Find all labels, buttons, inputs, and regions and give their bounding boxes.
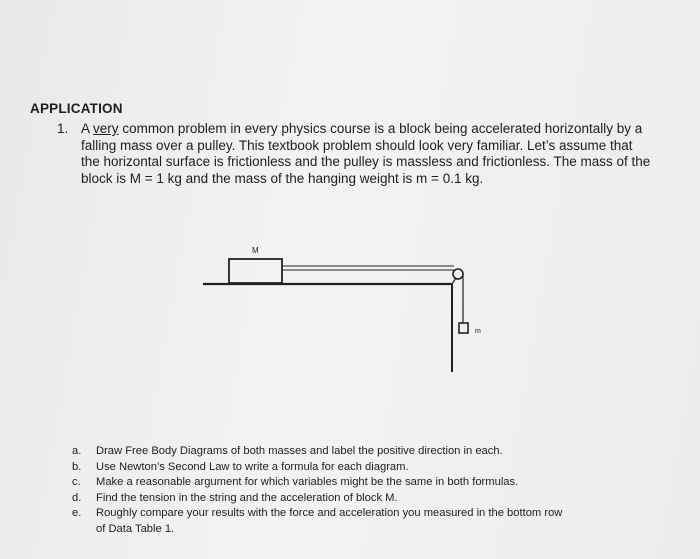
subquestion-letter: a. xyxy=(72,445,82,457)
pulley-wheel xyxy=(453,269,463,279)
subquestion-continuation: of Data Table 1. xyxy=(96,522,175,535)
subquestion-list xyxy=(72,444,562,537)
block-label: M xyxy=(252,246,259,255)
subquestion-text: Find the tension in the string and the acceleration of block M. xyxy=(96,491,398,504)
subquestion-b xyxy=(72,460,562,476)
subquestion-letter: b. xyxy=(72,460,82,473)
pulley-bracket xyxy=(452,278,456,284)
question-line-3: the horizontal surface is frictionless and the pulley is massless and frictionless. The mass of the xyxy=(81,154,651,169)
question-number: 1. xyxy=(57,121,69,136)
subquestion-letter: d. xyxy=(72,491,82,504)
hanging-mass-label: m xyxy=(475,328,481,335)
question-line-4: block is M = 1 kg and the mass of the hanging weight is m = 0.1 kg. xyxy=(81,170,484,186)
subquestion-letter: c. xyxy=(72,476,81,488)
intro-prefix: A xyxy=(81,121,90,136)
line1-rest: common problem in every physics course is a block being accelerated horizontally by a xyxy=(122,121,643,136)
subquestion-c xyxy=(72,475,562,491)
subquestion-e xyxy=(72,506,562,537)
subquestion-letter: e. xyxy=(72,507,82,519)
subquestion-a xyxy=(72,444,562,460)
emphasized-word: very xyxy=(93,121,119,136)
question-line-2: falling mass over a pulley. This textbook problem should look very familiar. Let’s assume that xyxy=(81,137,633,153)
subquestion-d xyxy=(72,491,562,507)
section-heading: APPLICATION xyxy=(30,101,123,116)
subquestion-text: Use Newton’s Second Law to write a formula for each diagram. xyxy=(96,460,409,473)
subquestion-text: Make a reasonable argument for which variables might be the same in both formulas. xyxy=(96,476,519,488)
block-m-large xyxy=(229,259,282,283)
subquestion-text: Roughly compare your results with the force and acceleration you measured in the bottom row xyxy=(96,507,563,519)
hanging-mass xyxy=(459,323,468,333)
subquestion-text: Draw Free Body Diagrams of both masses and label the positive direction in each. xyxy=(96,445,503,457)
